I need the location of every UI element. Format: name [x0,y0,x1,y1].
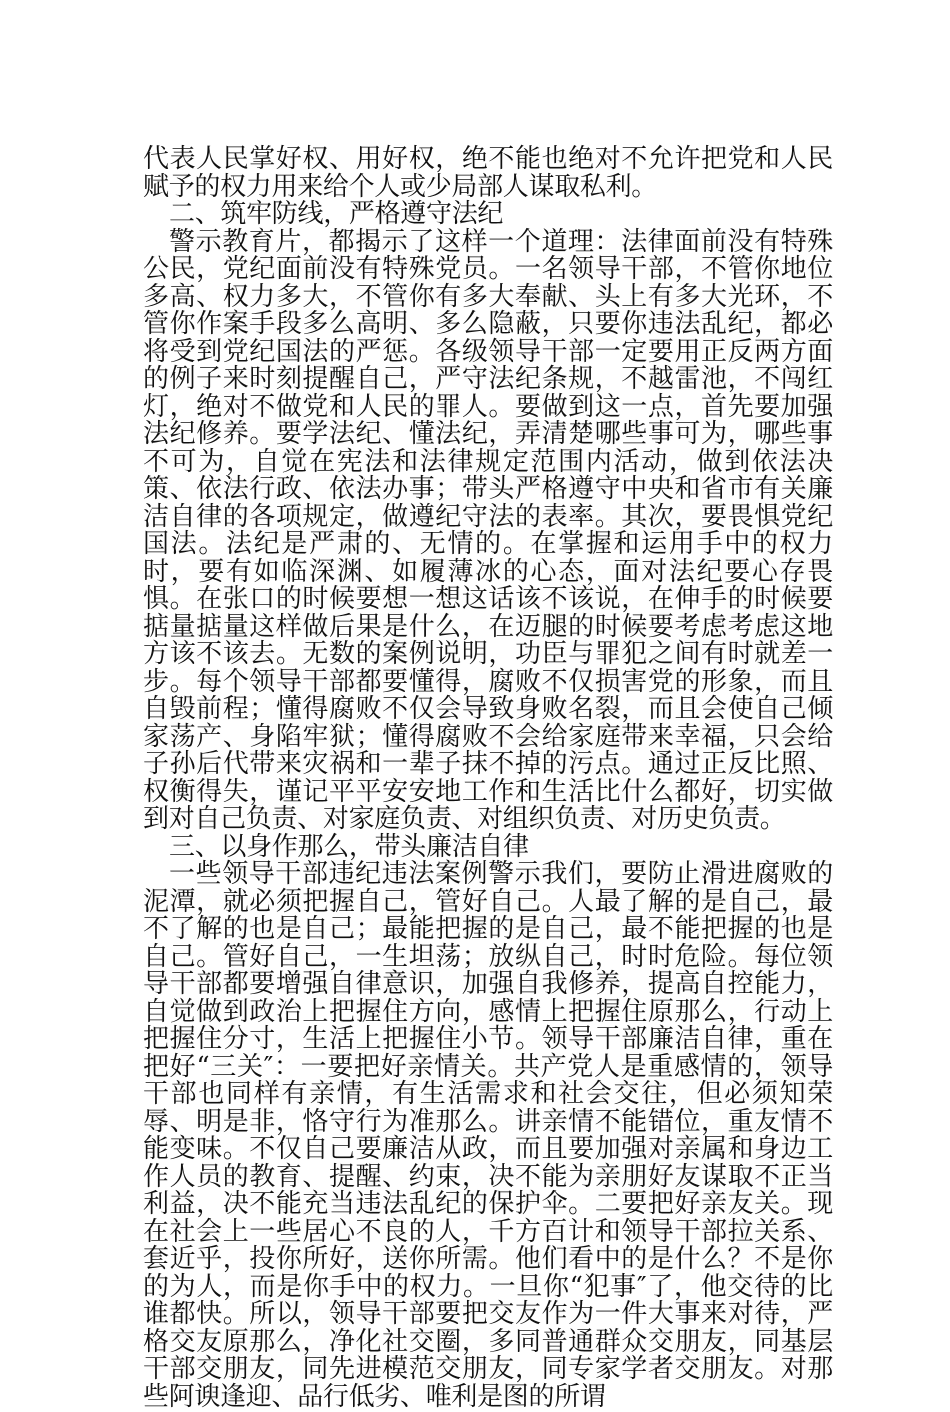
section-heading-3: 三、以身作那么，带头廉洁自律 [169,831,529,862]
document-body [143,146,833,1411]
paragraph-1: 代表人民掌好权、用好权，绝不能也绝对不允许把党和人民赋予的权力用来给个人或少局部人谋取私利。 [143,144,833,202]
paragraph-3: 一些领导干部违纪违法案例警示我们，要防止滑进腐败的泥潭，就必须把握自己，管好自己。人最了解的是自己，最不了解的也是自己；最能把握的是自己，最不能把握的也是自己。管好自己，一生坦荡；放纵自己，时时危险。每位领导干部都要增强自律意识，加强自我修养，提高自控能力，自觉做到政治上把握住方向，感情上把握住原那么，行动上把握住分寸，生活上把握住小节。领导干部廉洁自律，重在把好“三关″：一要把好亲情关。共产党人是重感情的，领导干部也同样有亲情，有生活需求和社会交往，但必须知荣辱、明是非，恪守行为准那么。讲亲情不能错位，重友情不能变味。不仅自己要廉洁从政，而且要加强对亲属和身边工作人员的教育、提醒、约束，决不能为亲朋好友谋取不正当利益，决不能充当违法乱纪的保护伞。二要把好亲友关。现在社会上一些居心不良的人，千方百计和领导干部拉关系、套近乎，投你所好，送你所需。他们看中的是什么？不是你的为人，而是你手中的权力。一旦你“犯事″了，他交待的比谁都快。所以，领导干部要把交友作为一件大事来对待，严格交友原那么，净化社交圈，多同普通群众交朋友，同基层干部交朋友，同先进模范交朋友，同专家学者交朋友。对那些阿谀逢迎、品行低劣、唯利是图的所谓 [143,859,833,1412]
paragraph-2: 警示教育片，都揭示了这样一个道理：法律面前没有特殊公民，党纪面前没有特殊党员。一名领导干部，不管你地位多高、权力多大，不管你有多大奉献、头上有多大光环，不管你作案手段多么高明、多么隐蔽，只要你违法乱纪，都必将受到党纪国法的严惩。各级领导干部一定要用正反两方面的例子来时刻提醒自己，严守法纪条规，不越雷池，不闯红灯，绝对不做党和人民的罪人。要做到这一点，首先要加强法纪修养。要学法纪、懂法纪，弄清楚哪些事可为，哪些事不可为，自觉在宪法和法律规定范围内活动，做到依法决策、依法行政、依法办事；带头严格遵守中央和省市有关廉洁自律的各项规定，做遵纪守法的表率。其次，要畏惧党纪国法。法纪是严肃的、无情的。在掌握和运用手中的权力时，要有如临深渊、如履薄冰的心态，面对法纪要心存畏惧。在张口的时候要想一想这话该不该说，在伸手的时候要掂量掂量这样做后果是什么，在迈腿的时候要考虑考虑这地方该不该去。无数的案例说明，功臣与罪犯之间有时就差一步。每个领导干部都要懂得，腐败不仅损害党的形象，而且自毁前程；懂得腐败不仅会导致身败名裂，而且会使自己倾家荡产、身陷牢狱；懂得腐败不会给家庭带来幸福，只会给子孙后代带来灾祸和一辈子抹不掉的污点。通过正反比照、权衡得失，谨记平平安安地工作和生活比什么都好，切实做到对自己负责、对家庭负责、对组织负责、对历史负责。 [143,226,833,834]
section-heading-2: 二、筑牢防线，严格遵守法纪 [169,199,504,229]
